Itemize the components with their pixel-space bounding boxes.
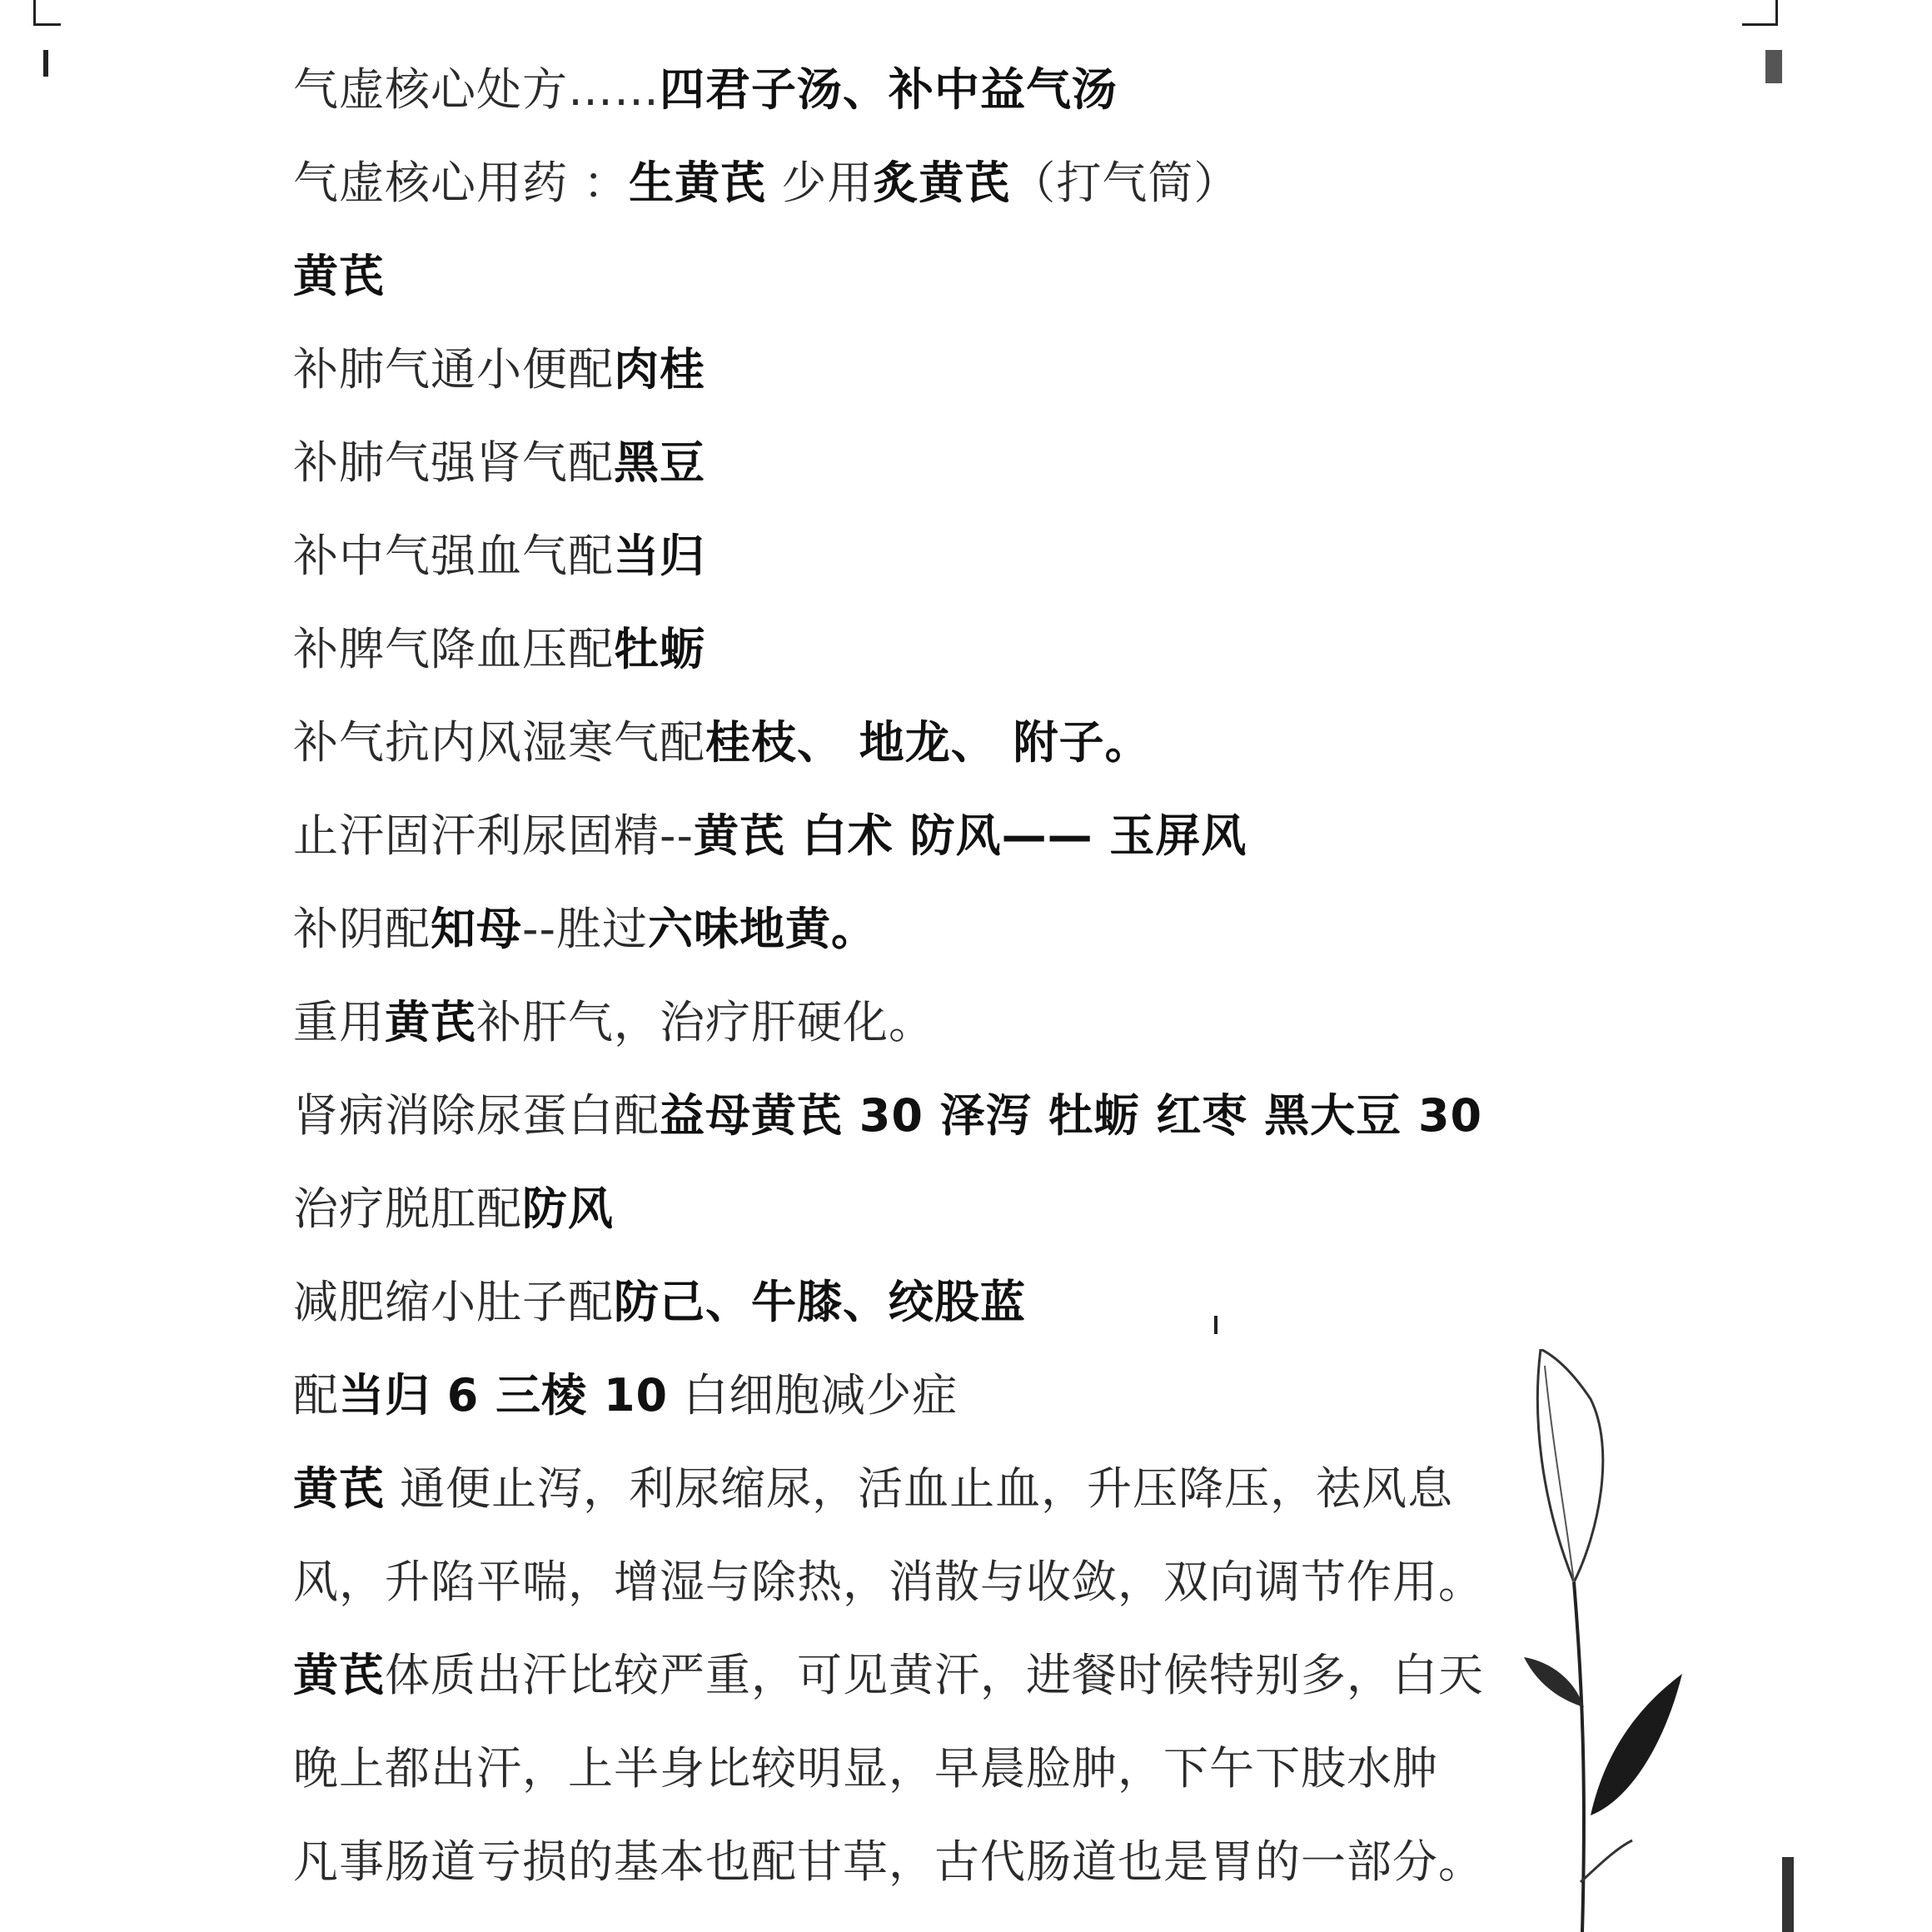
line-text: 补阴配 bbox=[293, 903, 431, 955]
line-text-bold: 肉桂 bbox=[614, 343, 705, 396]
line-text: 补肺气强肾气配 bbox=[293, 436, 614, 489]
line-text-bold: 黄芪 bbox=[293, 1462, 385, 1515]
line-text-bold: 黄芪 bbox=[293, 250, 385, 302]
text-line bbox=[293, 718, 1151, 768]
line-text: 补中气强血气配 bbox=[293, 530, 614, 582]
line-text: 凡事肠道亏损的基本也配甘草，古代肠道也是胃的一部分。 bbox=[293, 1835, 1484, 1888]
text-line bbox=[293, 1557, 1484, 1607]
text-line bbox=[293, 438, 705, 488]
line-text: 止汗固汗利尿固精-- bbox=[293, 809, 694, 862]
line-text-bold: 牡蛎 bbox=[614, 623, 705, 675]
line-text: 气虚核心处方…… bbox=[293, 63, 660, 116]
line-text: （打气筒） bbox=[1010, 157, 1240, 209]
line-text: --胜过 bbox=[522, 903, 648, 955]
line-text-bold: 防风 bbox=[522, 1183, 614, 1235]
text-line bbox=[293, 65, 1118, 115]
line-text-bold: 黄芪 bbox=[385, 996, 476, 1048]
text-line bbox=[293, 345, 705, 395]
text-line bbox=[293, 1464, 1453, 1514]
text-line bbox=[293, 251, 385, 301]
text-line bbox=[293, 998, 934, 1048]
line-text: 少用 bbox=[766, 157, 874, 209]
text-line bbox=[293, 1651, 1484, 1700]
line-text-bold: 桂枝、 地龙、 附子。 bbox=[705, 716, 1151, 769]
text-line bbox=[293, 1837, 1484, 1887]
line-text: 补脾气降血压配 bbox=[293, 623, 614, 675]
line-text: 白细胞减少症 bbox=[668, 1369, 959, 1422]
line-text: 治疗脱肛配 bbox=[293, 1183, 522, 1235]
line-text: 晚上都出汗，上半身比较明显，早晨脸肿，下午下肢水肿 bbox=[293, 1742, 1438, 1795]
text-line bbox=[293, 1184, 614, 1234]
scan-speck bbox=[43, 50, 48, 77]
line-text: 通便止泻，利尿缩尿，活血止血，升压降压，祛风息 bbox=[385, 1462, 1454, 1515]
plant-illustration bbox=[1524, 1349, 1690, 1932]
text-line bbox=[293, 904, 877, 954]
line-text-bold: 知母 bbox=[431, 903, 522, 955]
line-text: 减肥缩小肚子配 bbox=[293, 1276, 614, 1328]
top-left-corner-mark bbox=[33, 0, 61, 26]
text-line bbox=[293, 1371, 958, 1421]
scan-speck bbox=[1214, 1316, 1217, 1334]
text-line bbox=[293, 158, 1239, 208]
line-text-bold: 黑豆 bbox=[614, 436, 705, 489]
line-text-bold: 生黄芪 bbox=[629, 157, 767, 209]
line-text: 肾病消除尿蛋白配 bbox=[293, 1089, 660, 1142]
text-line bbox=[293, 1091, 1482, 1141]
top-right-corner-mark bbox=[1742, 0, 1778, 26]
line-text-bold: 当归 bbox=[614, 530, 705, 582]
line-text-bold: 炙黄芪 bbox=[873, 157, 1011, 209]
line-text: 体质出汗比较严重，可见黄汗，进餐时候特别多，白天 bbox=[385, 1649, 1484, 1701]
line-text: 风，升陷平喘，增湿与除热，消散与收敛，双向调节作用。 bbox=[293, 1556, 1484, 1608]
line-text-bold: 六味地黄。 bbox=[647, 903, 877, 955]
line-text-bold: 黄芪 bbox=[293, 1649, 385, 1701]
text-line bbox=[293, 531, 705, 581]
line-text: 补气抗内风湿寒气配 bbox=[293, 716, 705, 769]
line-text-bold: 当归 6 三棱 10 bbox=[339, 1369, 669, 1422]
line-text: 补肺气通小便配 bbox=[293, 343, 614, 396]
line-text: 气虚核心用药 ： bbox=[293, 157, 630, 209]
line-text-bold: 黄芪 白术 防风—— 玉屏风 bbox=[693, 809, 1247, 862]
line-text: 补肝气，治疗肝硬化。 bbox=[476, 996, 934, 1048]
line-text: 配 bbox=[293, 1369, 339, 1422]
line-text-bold: 益母黄芪 30 泽泻 牡蛎 红枣 黑大豆 30 bbox=[660, 1089, 1483, 1142]
text-line bbox=[293, 811, 1247, 861]
line-text-bold: 防己、牛膝、绞股蓝 bbox=[614, 1276, 1026, 1328]
text-line bbox=[293, 1744, 1438, 1794]
text-line bbox=[293, 625, 705, 675]
scan-speck bbox=[1782, 1857, 1794, 1932]
text-line bbox=[293, 1277, 1026, 1327]
line-text-bold: 四君子汤、补中益气汤 bbox=[660, 63, 1118, 116]
scan-speck bbox=[1765, 50, 1782, 83]
line-text: 重用 bbox=[293, 996, 385, 1048]
